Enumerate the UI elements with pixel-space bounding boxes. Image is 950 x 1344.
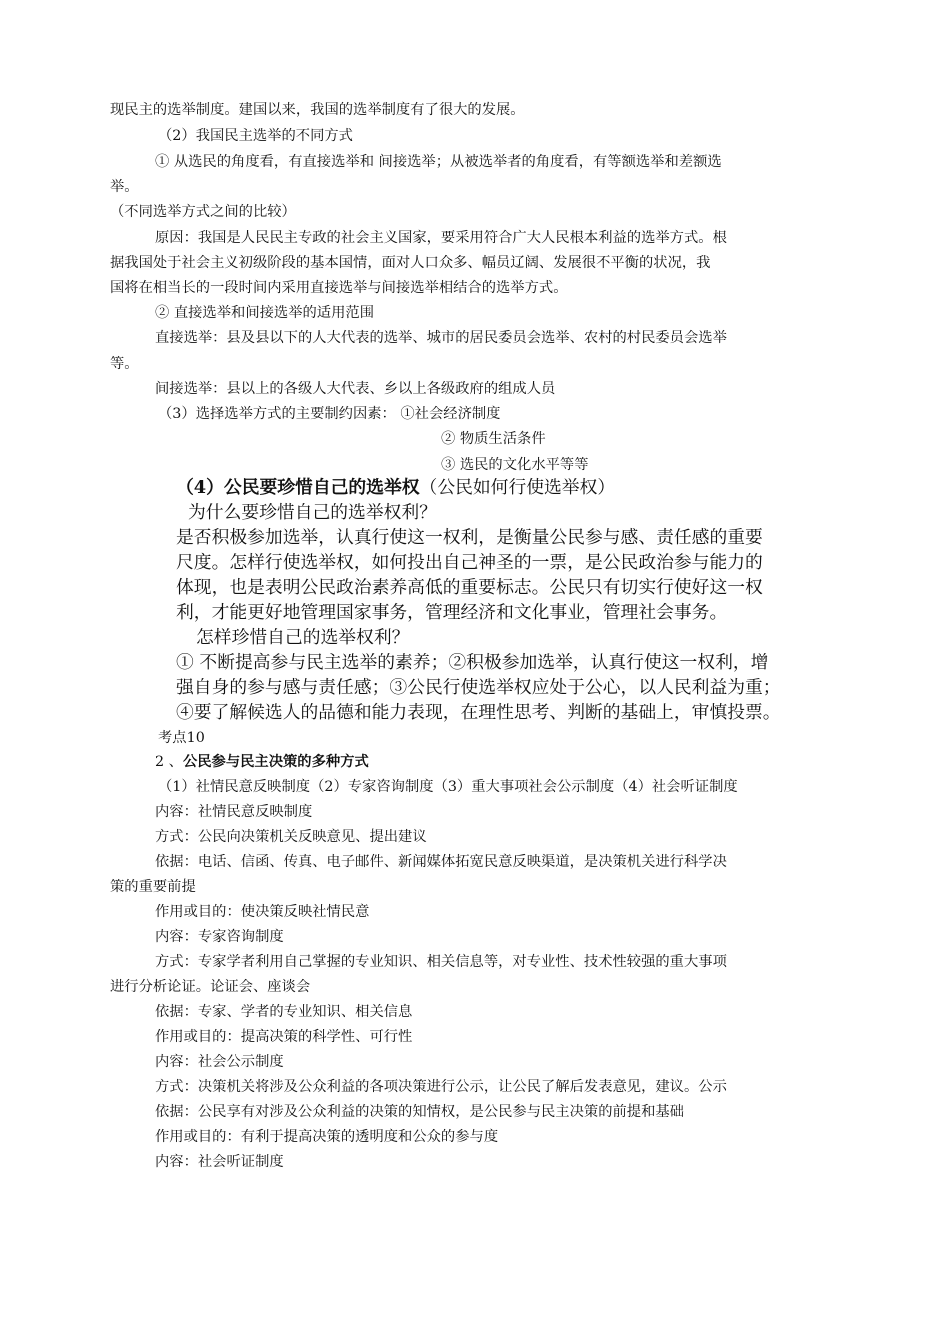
text-line: 作用或目的：提高决策的科学性、可行性 [155,1029,413,1045]
text-line: 策的重要前提 [110,879,196,895]
text-line: 进行分析论证。论证会、座谈会 [110,979,311,995]
text-line: 作用或目的：有利于提高决策的透明度和公众的参与度 [155,1129,499,1145]
text-line: 原因：我国是人民民主专政的社会主义国家，要采用符合广大人民根本利益的选举方式。根 [155,230,727,246]
heading-number: 2 、 [155,754,183,770]
text-line: ① 从选民的角度看，有直接选举和 间接选举；从被选举者的角度看，有等额选举和差额选 [155,154,722,170]
text-line: （3）选择选举方式的主要制约因素： ①社会经济制度 [158,406,501,422]
text-line: ④要了解候选人的品德和能力表现，在理性思考、判断的基础上，审慎投票。 [176,702,781,723]
text-line: 利，才能更好地管理国家事务，管理经济和文化事业，管理社会事务。 [176,602,728,623]
text-line: 直接选举：县及县以下的人大代表的选举、城市的居民委员会选举、农村的村民委员会选举 [155,330,727,346]
question-line: 为什么要珍惜自己的选举权利？ [188,502,437,523]
text-line: 方式：公民向决策机关反映意见、提出建议 [155,829,427,845]
heading-normal-part: （公民如何行使选举权） [419,477,616,498]
section-heading [176,475,615,501]
text-line: 方式：专家学者利用自己掌握的专业知识、相关信息等，对专业性、技术性较强的重大事项 [155,954,727,970]
text-line: （1）社情民意反映制度（2）专家咨询制度（3）重大事项社会公示制度（4）社会听证制度 [158,779,738,795]
text-line: （不同选举方式之间的比较） [110,204,296,220]
text-line: 是否积极参加选举，认真行使这一权利，是衡量公民参与感、责任感的重要 [176,527,763,548]
text-line: 方式：决策机关将涉及公众利益的各项决策进行公示，让公民了解后发表意见，建议。公示 [155,1079,727,1095]
text-line: ③ 选民的文化水平等等 [441,457,589,473]
text-line: 尺度。怎样行使选举权，如何投出自己神圣的一票，是公民政治参与能力的 [176,552,763,573]
question-line: 怎样珍惜自己的选举权利？ [196,627,410,648]
text-line: 体现，也是表明公民政治素养高低的重要标志。公民只有切实行使好这一权 [176,577,763,598]
text-line: 内容：社会公示制度 [155,1054,284,1070]
exam-point-label: 考点10 [158,730,205,746]
text-line: 现民主的选举制度。建国以来，我国的选举制度有了很大的发展。 [110,102,525,118]
text-line: ① 不断提高参与民主选举的素养；②积极参加选举，认真行使这一权利，增 [176,652,769,673]
text-line: ② 物质生活条件 [441,431,546,447]
section-heading: （2）我国民主选举的不同方式 [158,128,353,144]
section-heading [155,750,369,775]
text-line: 依据：专家、学者的专业知识、相关信息 [155,1004,413,1020]
heading-bold-part: （4）公民要珍惜自己的选举权 [176,477,420,498]
text-line: 依据：电话、信函、传真、电子邮件、新闻媒体拓宽民意反映渠道，是决策机关进行科学决 [155,854,727,870]
text-line: 举。 [110,179,139,195]
text-line: 等。 [110,356,139,372]
text-line: 内容：社情民意反映制度 [155,804,313,820]
text-line: 国将在相当长的一段时间内采用直接选举与间接选举相结合的选举方式。 [110,280,568,296]
text-line: 据我国处于社会主义初级阶段的基本国情，面对人口众多、幅员辽阔、发展很不平衡的状况，我 [110,255,711,271]
text-line: ② 直接选举和间接选举的适用范围 [155,305,374,321]
text-line: 依据：公民享有对涉及公众利益的决策的知情权，是公民参与民主决策的前提和基础 [155,1104,684,1120]
text-line: 内容：社会听证制度 [155,1154,284,1170]
text-line: 作用或目的：使决策反映社情民意 [155,904,370,920]
text-line: 间接选举：县以上的各级人大代表、乡以上各级政府的组成人员 [155,381,556,397]
text-line: 内容：专家咨询制度 [155,929,284,945]
text-line: 强自身的参与感与责任感；③公民行使选举权应处于公心，以人民利益为重； [176,677,781,698]
heading-title: 公民参与民主决策的多种方式 [182,754,369,770]
